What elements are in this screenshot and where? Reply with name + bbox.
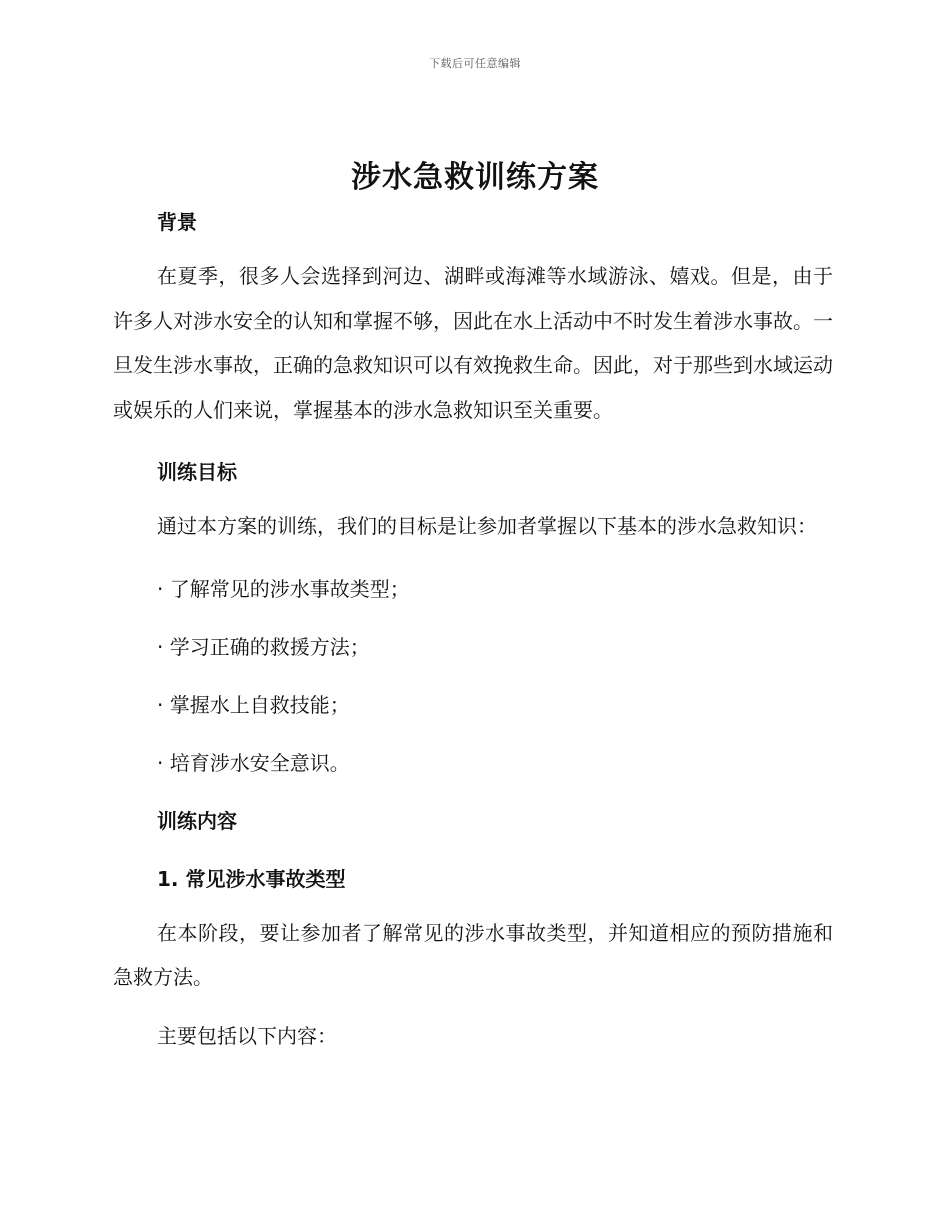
- goal-list-item: · 掌握水上自救技能；: [157, 692, 350, 717]
- accident-types-paragraph: 在本阶段，要让参加者了解常见的涉水事故类型，并知道相应的预防措施和急救方法。: [113, 920, 833, 989]
- document-title: 涉水急救训练方案: [351, 160, 599, 195]
- subsection-heading-accident-types: 1. 常见涉水事故类型: [157, 866, 346, 891]
- accident-types-intro: 主要包括以下内容：: [157, 1023, 337, 1048]
- goal-list-item: · 了解常见的涉水事故类型；: [157, 576, 410, 601]
- section-heading-content: 训练内容: [157, 808, 237, 833]
- goals-paragraph: 通过本方案的训练，我们的目标是让参加者掌握以下基本的涉水急救知识：: [157, 514, 817, 538]
- section-heading-goals: 训练目标: [157, 460, 237, 484]
- background-paragraph: 在夏季，很多人会选择到河边、湖畔或海滩等水域游泳、嬉戏。但是，由于许多人对涉水安全的认知和掌握不够，因此在水上活动中不时发生着涉水事故。一旦发生涉水事故，正确的急救知识可以有效挽救生命。因此，对于那些到水域运动或娱乐的人们来说，掌握基本的涉水急救知识至关重要。: [113, 264, 833, 422]
- goal-list-item: · 培育涉水安全意识。: [157, 750, 350, 775]
- section-heading-background: 背景: [157, 210, 197, 234]
- goal-list-item: · 学习正确的救援方法；: [157, 634, 370, 659]
- header-note: 下载后可任意编辑: [429, 57, 521, 70]
- document-body: [113, 204, 833, 1058]
